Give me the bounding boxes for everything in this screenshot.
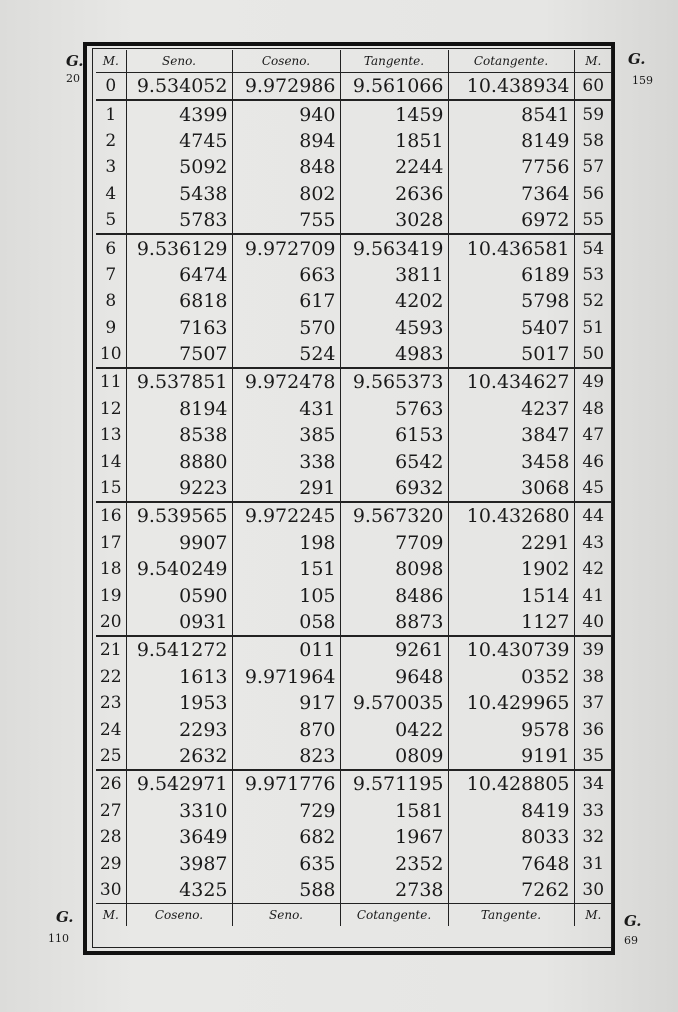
- table-row: [96, 154, 612, 180]
- table-row: [96, 798, 612, 824]
- tangent-value: 9.571195: [340, 770, 448, 797]
- cotangent-value: 3847: [448, 422, 574, 448]
- table-row: [96, 582, 612, 608]
- minute-left: 4: [105, 183, 117, 204]
- cosine-value: 058: [232, 609, 340, 636]
- table-row: [96, 877, 612, 904]
- tangent-value: 9.561066: [340, 73, 448, 101]
- table-row: [96, 234, 612, 261]
- cosine-value: 105: [232, 582, 340, 608]
- table-row: [96, 368, 612, 395]
- cotangent-value: 0352: [448, 664, 574, 690]
- minute-right: 43: [574, 530, 612, 556]
- minute-right: 40: [574, 609, 612, 636]
- tangent-value: 9.565373: [340, 368, 448, 395]
- sine-value: 8538: [126, 422, 232, 448]
- minute-left: 22: [99, 666, 122, 687]
- cosine-value: 570: [232, 315, 340, 341]
- cotangent-value: 8149: [448, 128, 574, 154]
- cosine-value: 9.971964: [232, 664, 340, 690]
- cosine-value: 9.972245: [232, 502, 340, 529]
- table-row: [96, 636, 612, 663]
- cotangent-value: 5017: [448, 341, 574, 368]
- header-cosine: Coseno.: [232, 50, 340, 73]
- tangent-value: 6932: [340, 475, 448, 502]
- sine-value: 0931: [126, 609, 232, 636]
- minute-right: 46: [574, 448, 612, 474]
- sine-value: 1613: [126, 664, 232, 690]
- tangent-value: 0809: [340, 743, 448, 770]
- cotangent-value: 2291: [448, 530, 574, 556]
- table-footer-row: [96, 904, 612, 927]
- sine-value: 3987: [126, 850, 232, 876]
- footer-tangent: Tangente.: [448, 904, 574, 927]
- minute-left: 11: [96, 368, 126, 395]
- margin-degree-top-left: G.: [66, 52, 84, 70]
- table-row: [96, 100, 612, 127]
- table-row: [96, 315, 612, 341]
- minute-left: 0: [105, 76, 117, 97]
- cosine-value: 198: [232, 530, 340, 556]
- minute-right: 41: [574, 582, 612, 608]
- cotangent-value: 5798: [448, 288, 574, 314]
- footer-minutes-right: M.: [574, 904, 612, 927]
- sine-value: 4325: [126, 877, 232, 904]
- sine-value: 1953: [126, 690, 232, 716]
- minute-left: 7: [105, 264, 117, 285]
- sine-value: 9.539565: [126, 502, 232, 529]
- minute-right: 37: [574, 690, 612, 716]
- cosine-value: 729: [232, 798, 340, 824]
- sine-value: 6474: [126, 262, 232, 288]
- cotangent-value: 10.438934: [448, 73, 574, 101]
- tangent-value: 1459: [340, 100, 448, 127]
- tangent-value: 4202: [340, 288, 448, 314]
- cotangent-value: 7364: [448, 181, 574, 207]
- tangent-value: 5763: [340, 396, 448, 422]
- table-header-row: [96, 50, 612, 73]
- minute-right: 47: [574, 422, 612, 448]
- minute-left: 20: [99, 612, 122, 632]
- cosine-value: 940: [232, 100, 340, 127]
- header-sine: Seno.: [126, 50, 232, 73]
- minute-left: 21: [96, 636, 126, 663]
- cosine-value: 385: [232, 422, 340, 448]
- minute-right: 44: [574, 502, 612, 529]
- sine-value: 0590: [126, 582, 232, 608]
- table-row: [96, 181, 612, 207]
- tangent-value: 3811: [340, 262, 448, 288]
- minute-right: 53: [574, 262, 612, 288]
- cotangent-value: 9191: [448, 743, 574, 770]
- table-row: [96, 690, 612, 716]
- cosine-value: 823: [232, 743, 340, 770]
- tangent-value: 9.567320: [340, 502, 448, 529]
- tangent-value: 9648: [340, 664, 448, 690]
- cotangent-value: 1514: [448, 582, 574, 608]
- minute-left: 25: [99, 745, 122, 766]
- sine-value: 2632: [126, 743, 232, 770]
- tangent-value: 8873: [340, 609, 448, 636]
- table-row: [96, 422, 612, 448]
- minute-left: 8: [105, 291, 117, 312]
- cosine-value: 338: [232, 448, 340, 474]
- minute-right: 33: [574, 798, 612, 824]
- minute-right: 54: [574, 234, 612, 261]
- tangent-value: 4983: [340, 341, 448, 368]
- tangent-value: 2352: [340, 850, 448, 876]
- sine-value: 9.542971: [126, 770, 232, 797]
- sine-value: 9907: [126, 530, 232, 556]
- minute-left: 24: [99, 719, 122, 740]
- log-trig-table: [96, 50, 612, 926]
- sine-value: 4745: [126, 128, 232, 154]
- margin-degree-top-left-number: 20: [66, 72, 80, 85]
- table-row: [96, 609, 612, 636]
- minute-right: 50: [574, 341, 612, 368]
- cotangent-value: 10.430739: [448, 636, 574, 663]
- cosine-value: 635: [232, 850, 340, 876]
- cosine-value: 9.972478: [232, 368, 340, 395]
- header-minutes-left: M.: [96, 50, 126, 73]
- sine-value: 9.541272: [126, 636, 232, 663]
- minute-right: 39: [574, 636, 612, 663]
- sine-value: 2293: [126, 716, 232, 742]
- tangent-value: 9261: [340, 636, 448, 663]
- minute-right: 60: [574, 73, 612, 101]
- cosine-value: 151: [232, 556, 340, 582]
- minute-left: 3: [105, 157, 117, 178]
- minute-left: 6: [96, 234, 126, 261]
- minute-left: 10: [99, 344, 122, 365]
- minute-right: 58: [574, 128, 612, 154]
- header-tangent: Tangente.: [340, 50, 448, 73]
- minute-left: 12: [99, 398, 122, 419]
- tangent-value: 1851: [340, 128, 448, 154]
- margin-degree-top-right-number: 159: [632, 74, 653, 87]
- tangent-value: 9.570035: [340, 690, 448, 716]
- minute-right: 55: [574, 207, 612, 234]
- table-row: [96, 207, 612, 234]
- minute-left: 5: [105, 210, 117, 231]
- cosine-value: 802: [232, 181, 340, 207]
- footer-cotangent: Cotangente.: [340, 904, 448, 927]
- cotangent-value: 10.429965: [448, 690, 574, 716]
- minute-right: 30: [574, 877, 612, 904]
- cotangent-value: 10.436581: [448, 234, 574, 261]
- cosine-value: 9.972986: [232, 73, 340, 101]
- cotangent-value: 1127: [448, 609, 574, 636]
- minute-right: 42: [574, 556, 612, 582]
- minute-left: 1: [96, 100, 126, 127]
- cosine-value: 9.971776: [232, 770, 340, 797]
- margin-degree-bottom-right-number: 69: [624, 934, 638, 947]
- sine-value: 5092: [126, 154, 232, 180]
- tangent-value: 2244: [340, 154, 448, 180]
- cotangent-value: 6189: [448, 262, 574, 288]
- tangent-value: 2738: [340, 877, 448, 904]
- cosine-value: 431: [232, 396, 340, 422]
- cosine-value: 917: [232, 690, 340, 716]
- minute-right: 49: [574, 368, 612, 395]
- minute-right: 31: [574, 850, 612, 876]
- minute-right: 35: [574, 743, 612, 770]
- sine-value: 7163: [126, 315, 232, 341]
- minute-left: 19: [99, 585, 122, 606]
- table-row: [96, 743, 612, 770]
- minute-left: 15: [99, 478, 122, 499]
- sine-value: 8880: [126, 448, 232, 474]
- cotangent-value: 8033: [448, 824, 574, 850]
- minute-left: 13: [99, 425, 122, 446]
- cosine-value: 011: [232, 636, 340, 663]
- margin-degree-bottom-left: G.: [56, 908, 74, 926]
- minute-right: 48: [574, 396, 612, 422]
- cosine-value: 682: [232, 824, 340, 850]
- header-minutes-right: M.: [574, 50, 612, 73]
- cosine-value: 663: [232, 262, 340, 288]
- table-row: [96, 396, 612, 422]
- footer-cosine: Coseno.: [126, 904, 232, 927]
- table-row: [96, 128, 612, 154]
- header-cotangent: Cotangente.: [448, 50, 574, 73]
- table-row: [96, 824, 612, 850]
- tangent-value: 7709: [340, 530, 448, 556]
- cosine-value: 617: [232, 288, 340, 314]
- tangent-value: 3028: [340, 207, 448, 234]
- tangent-value: 1967: [340, 824, 448, 850]
- table-row: [96, 770, 612, 797]
- minute-left: 9: [105, 317, 117, 338]
- minute-left: 28: [99, 827, 122, 848]
- minute-left: 26: [96, 770, 126, 797]
- sine-value: 9.534052: [126, 73, 232, 101]
- minute-right: 56: [574, 181, 612, 207]
- margin-degree-bottom-right: G.: [624, 912, 642, 930]
- cosine-value: 9.972709: [232, 234, 340, 261]
- minute-right: 36: [574, 716, 612, 742]
- cosine-value: 588: [232, 877, 340, 904]
- minute-right: 45: [574, 475, 612, 502]
- footer-minutes-left: M.: [96, 904, 126, 927]
- cosine-value: 894: [232, 128, 340, 154]
- cotangent-value: 10.428805: [448, 770, 574, 797]
- cotangent-value: 8541: [448, 100, 574, 127]
- cosine-value: 755: [232, 207, 340, 234]
- sine-value: 5438: [126, 181, 232, 207]
- cosine-value: 870: [232, 716, 340, 742]
- minute-left: 29: [99, 853, 122, 874]
- table-row: [96, 475, 612, 502]
- minute-right: 57: [574, 154, 612, 180]
- cotangent-value: 7756: [448, 154, 574, 180]
- table-row: [96, 850, 612, 876]
- sine-value: 9223: [126, 475, 232, 502]
- tangent-value: 2636: [340, 181, 448, 207]
- cotangent-value: 3068: [448, 475, 574, 502]
- sine-value: 7507: [126, 341, 232, 368]
- cotangent-value: 3458: [448, 448, 574, 474]
- tangent-value: 6153: [340, 422, 448, 448]
- minute-left: 17: [99, 532, 122, 553]
- cotangent-value: 7262: [448, 877, 574, 904]
- cotangent-value: 4237: [448, 396, 574, 422]
- table-row: [96, 530, 612, 556]
- table-row: [96, 716, 612, 742]
- cotangent-value: 10.434627: [448, 368, 574, 395]
- cotangent-value: 8419: [448, 798, 574, 824]
- sine-value: 5783: [126, 207, 232, 234]
- tangent-value: 9.563419: [340, 234, 448, 261]
- sine-value: 9.540249: [126, 556, 232, 582]
- footer-sine: Seno.: [232, 904, 340, 927]
- table-row: [96, 73, 612, 101]
- cosine-value: 291: [232, 475, 340, 502]
- minute-left: 30: [99, 879, 122, 900]
- cotangent-value: 9578: [448, 716, 574, 742]
- sine-value: 3310: [126, 798, 232, 824]
- minute-right: 51: [574, 315, 612, 341]
- minute-left: 27: [99, 800, 122, 821]
- table-row: [96, 556, 612, 582]
- cosine-value: 848: [232, 154, 340, 180]
- tangent-value: 1581: [340, 798, 448, 824]
- cosine-value: 524: [232, 341, 340, 368]
- table-row: [96, 502, 612, 529]
- margin-degree-bottom-left-number: 110: [48, 932, 69, 945]
- minute-left: 23: [99, 693, 122, 714]
- cotangent-value: 7648: [448, 850, 574, 876]
- sine-value: 3649: [126, 824, 232, 850]
- minute-right: 34: [574, 770, 612, 797]
- sine-value: 6818: [126, 288, 232, 314]
- tangent-value: 8486: [340, 582, 448, 608]
- tangent-value: 8098: [340, 556, 448, 582]
- sine-value: 8194: [126, 396, 232, 422]
- sine-value: 4399: [126, 100, 232, 127]
- table-row: [96, 448, 612, 474]
- minute-right: 32: [574, 824, 612, 850]
- table-row: [96, 664, 612, 690]
- cotangent-value: 10.432680: [448, 502, 574, 529]
- tangent-value: 0422: [340, 716, 448, 742]
- sine-value: 9.536129: [126, 234, 232, 261]
- sine-value: 9.537851: [126, 368, 232, 395]
- cotangent-value: 1902: [448, 556, 574, 582]
- margin-degree-top-right: G.: [628, 50, 646, 68]
- tangent-value: 6542: [340, 448, 448, 474]
- minute-left: 2: [105, 130, 117, 151]
- cotangent-value: 6972: [448, 207, 574, 234]
- minute-right: 38: [574, 664, 612, 690]
- minute-left: 18: [99, 559, 122, 580]
- minute-right: 59: [574, 100, 612, 127]
- table-row: [96, 341, 612, 368]
- minute-right: 52: [574, 288, 612, 314]
- cotangent-value: 5407: [448, 315, 574, 341]
- tangent-value: 4593: [340, 315, 448, 341]
- table-row: [96, 288, 612, 314]
- minute-left: 16: [96, 502, 126, 529]
- table-row: [96, 262, 612, 288]
- minute-left: 14: [99, 451, 122, 472]
